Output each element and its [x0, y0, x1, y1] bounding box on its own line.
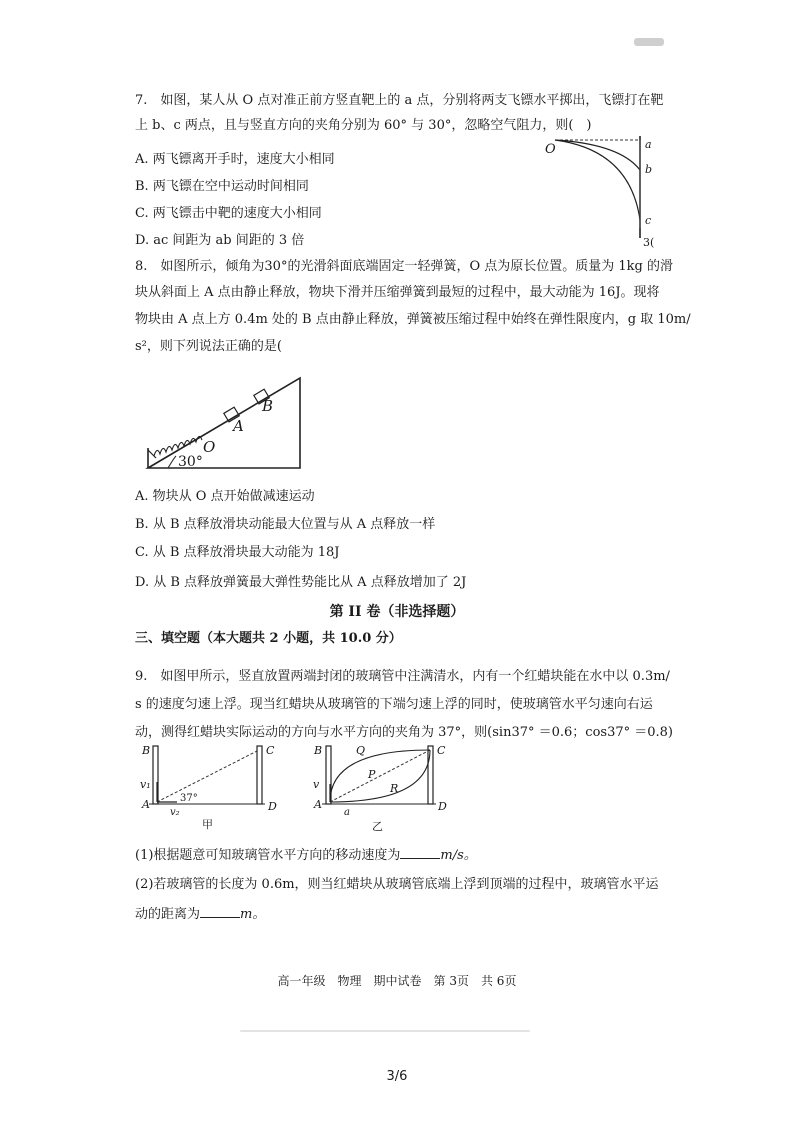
q8-option-c: C. 从 B 点释放滑块最大动能为 18J: [135, 545, 340, 560]
q9-sub1-unit: m/s。: [440, 848, 477, 863]
q9-yi-v: v: [313, 778, 320, 791]
q8-line4: s²，则下列说法正确的是(: [135, 339, 282, 354]
q9-yi-A: A: [314, 798, 322, 811]
q9-jia-v2: v₂: [170, 807, 180, 818]
page-footer: 高一年级 物理 期中试卷 第 3页 共 6页: [277, 974, 517, 988]
q9-jia-caption: 甲: [202, 818, 213, 831]
q9-jia-B: B: [142, 744, 151, 757]
q8-label-angle: 30°: [178, 454, 203, 470]
q8-line1: 8. 如图所示，倾角为30°的光滑斜面底端固定一轻弹簧，O 点为原长位置。质量为 1kg 的滑: [135, 259, 673, 274]
q9-sub1-answer-blank[interactable]: [400, 846, 440, 859]
q9-line1: 9. 如图甲所示，竖直放置两端封闭的玻璃管中注满清水，内有一个红蜡块能在水中以 0.3m/: [135, 669, 670, 684]
q9-figure-jia: [145, 742, 275, 812]
page-indicator: 3/6: [386, 1069, 408, 1084]
scan-smudge-bottom: [240, 1030, 530, 1032]
q7-label-c: c: [645, 214, 652, 227]
q8-line3: 物块由 A 点上方 0.4m 处的 B 点由静止释放，弹簧被压缩过程中始终在弹性限度内，g 取 10m/: [135, 312, 691, 327]
q7-option-a: A. 两飞镖离开手时，速度大小相同: [135, 152, 335, 167]
q7-option-c: C. 两飞镖击中靶的速度大小相同: [135, 206, 322, 221]
q9-yi-Q: Q: [356, 744, 366, 757]
q8-incline-figure: [140, 372, 310, 478]
scan-smudge-top: [634, 38, 664, 46]
q8-line2: 块从斜面上 A 点由静止释放，物块下滑并压缩弹簧到最短的过程中，最大动能为 16J。现将: [135, 285, 660, 300]
q8-option-d: D. 从 B 点释放弹簧最大弹性势能比从 A 点释放增加了 2J: [135, 575, 467, 590]
q9-sub2-answer-blank[interactable]: [200, 905, 240, 918]
q9-yi-P: P: [368, 768, 376, 781]
q9-sub2-line1: (2)若玻璃管的长度为 0.6m，则当红蜡块从玻璃管底端上浮到顶端的过程中，玻璃管水平运: [135, 877, 659, 892]
q8-label-A: A: [233, 417, 244, 435]
q9-sub2-text: 动的距离为: [135, 907, 201, 922]
q7-option-b: B. 两飞镖在空中运动时间相同: [135, 179, 309, 194]
q8-label-O: O: [203, 438, 216, 456]
q9-yi-B: B: [314, 744, 323, 757]
q9-sub1-text: (1)根据题意可知玻璃管水平方向的移动速度为: [135, 848, 401, 863]
q9-jia-angle: 37°: [180, 793, 198, 804]
q7-label-angle: 3(: [643, 236, 655, 249]
q9-sub1: [135, 846, 477, 865]
q9-sub2-line2: [135, 905, 265, 924]
section-subtitle: 三、填空题（本大题共 2 小题，共 10.0 分）: [135, 631, 402, 646]
q9-jia-A: A: [142, 798, 150, 811]
q9-line2: s 的速度匀速上浮。现当红蜡块从玻璃管的下端匀速上浮的同时，使玻璃管水平匀速向右运: [135, 697, 653, 712]
q9-figure-yi: [318, 742, 448, 812]
q7-line1: 7. 如图，某人从 O 点对准正前方竖直靶上的 a 点，分别将两支飞镖水平掷出，飞镖打在靶: [135, 93, 664, 108]
q9-line3: 动，测得红蜡块实际运动的方向与水平方向的夹角为 37°，则(sin37° ＝0.6；cos37° ＝0.8): [135, 725, 673, 740]
q9-sub2-unit: m。: [240, 907, 266, 922]
q9-yi-caption: 乙: [372, 820, 383, 833]
q9-jia-C: C: [266, 744, 275, 757]
q9-yi-a: a: [344, 807, 350, 818]
q7-label-a: a: [645, 138, 652, 151]
q8-label-B: B: [262, 397, 274, 415]
q9-jia-D: D: [268, 800, 277, 813]
q8-option-a: A. 物块从 O 点开始做减速运动: [135, 489, 315, 504]
q7-label-O: O: [545, 142, 556, 157]
q9-yi-D: D: [438, 800, 447, 813]
q7-line2: 上 b、c 两点，且与竖直方向的夹角分别为 60° 与 30°，忽略空气阻力，则( ): [135, 118, 592, 133]
q9-yi-R: R: [390, 782, 399, 795]
section-title: 第 II 卷（非选择题）: [329, 604, 465, 620]
q7-option-d: D. ac 间距为 ab 间距的 3 倍: [135, 233, 305, 248]
q9-jia-v1: v₁: [140, 778, 151, 791]
q8-option-b: B. 从 B 点释放滑块动能最大位置与从 A 点释放一样: [135, 517, 436, 532]
q9-yi-C: C: [437, 744, 446, 757]
q7-label-b: b: [645, 163, 653, 176]
